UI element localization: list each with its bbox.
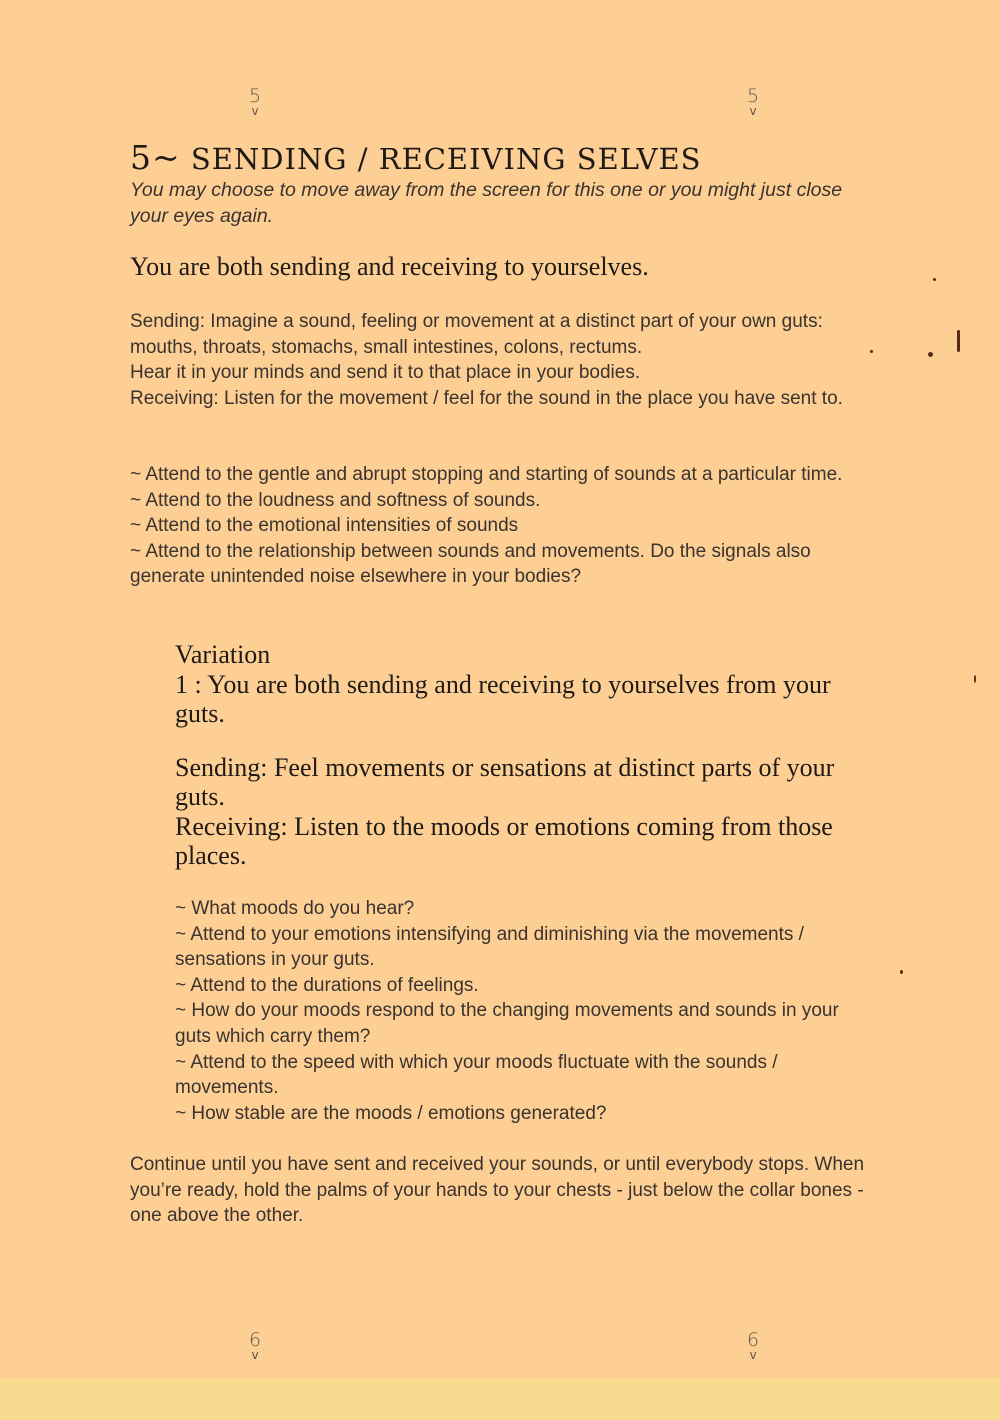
variation-receiving: Receiving: Listen to the moods or emotions coming from those places. <box>175 811 833 870</box>
ink-speck <box>957 330 960 352</box>
variation-block <box>175 640 865 871</box>
instruction-hear: Hear it in your minds and send it to that place in your bodies. <box>130 362 641 384</box>
ink-speck <box>928 352 933 357</box>
list-item: ~ Attend to the relationship between sounds and movements. Do the signals also generate unintended noise elsewhere in your bodies? <box>130 540 811 588</box>
section-subtitle: You may choose to move away from the screen for this one or you might just close your eyes again. <box>130 179 843 227</box>
chevron-down-icon: v <box>251 104 259 118</box>
ink-speck <box>900 970 903 974</box>
list-item: ~ Attend to your emotions intensifying and diminishing via the movements / sensations in your guts. <box>175 923 804 971</box>
ink-speck <box>870 350 873 353</box>
instruction-sending: Sending: Imagine a sound, feeling or movement at a distinct part of your own guts: mouths, throats, stomachs, small intestines, colons, rectums. <box>130 311 823 358</box>
page-number: 5 <box>746 85 760 107</box>
chevron-down-icon: v <box>749 1348 757 1362</box>
page-number: 6 <box>248 1329 262 1351</box>
list-item: ~ How stable are the moods / emotions generated? <box>175 1102 607 1124</box>
variation-questions <box>175 896 875 1126</box>
list-item: ~ Attend to the gentle and abrupt stopping and starting of sounds at a particular time. <box>130 464 843 485</box>
list-item: ~ What moods do you hear? <box>175 898 415 919</box>
chevron-down-icon: v <box>749 104 757 118</box>
list-item: ~ Attend to the emotional intensities of sounds <box>130 515 519 537</box>
instructions <box>130 309 890 411</box>
list-item: ~ Attend to the durations of feelings. <box>175 974 479 996</box>
list-item: ~ Attend to the loudness and softness of sounds. <box>130 489 541 511</box>
page-marker-bottom-right <box>738 1330 768 1360</box>
variation-sending: Sending: Feel movements or sensations at distinct parts of your guts. <box>175 752 835 811</box>
ink-speck <box>974 675 976 683</box>
attend-list <box>130 462 890 590</box>
lead-statement: You are both sending and receiving to yourselves. <box>130 252 649 281</box>
page-marker-top-left <box>240 86 270 116</box>
section-title-text: SENDING / RECEIVING SELVES <box>190 142 702 176</box>
page-number: 5 <box>248 85 262 107</box>
section-title <box>130 138 702 177</box>
page-bottom-edge <box>0 1378 1000 1420</box>
variation-heading: Variation <box>175 640 271 669</box>
variation-intro: 1 : You are both sending and receiving to yourselves from your guts. <box>175 669 831 728</box>
page-marker-bottom-left <box>240 1330 270 1360</box>
list-item: ~ Attend to the speed with which your moods fluctuate with the sounds / movements. <box>175 1051 778 1099</box>
instruction-receiving: Receiving: Listen for the movement / feel for the sound in the place you have sent to. <box>130 387 843 409</box>
ink-speck <box>933 278 936 281</box>
chevron-down-icon: v <box>251 1348 259 1362</box>
spacer <box>175 729 865 753</box>
page-marker-top-right <box>738 86 768 116</box>
section-number: 5~ <box>130 138 181 177</box>
page-number: 6 <box>746 1329 760 1351</box>
list-item: ~ How do your moods respond to the changing movements and sounds in your guts which carry them? <box>175 1000 839 1047</box>
closing-paragraph: Continue until you have sent and received your sounds, or until everybody stops. When you’re ready, hold the palms of your hands to your chests - just below the collar bones - one above the other. <box>130 1154 865 1227</box>
